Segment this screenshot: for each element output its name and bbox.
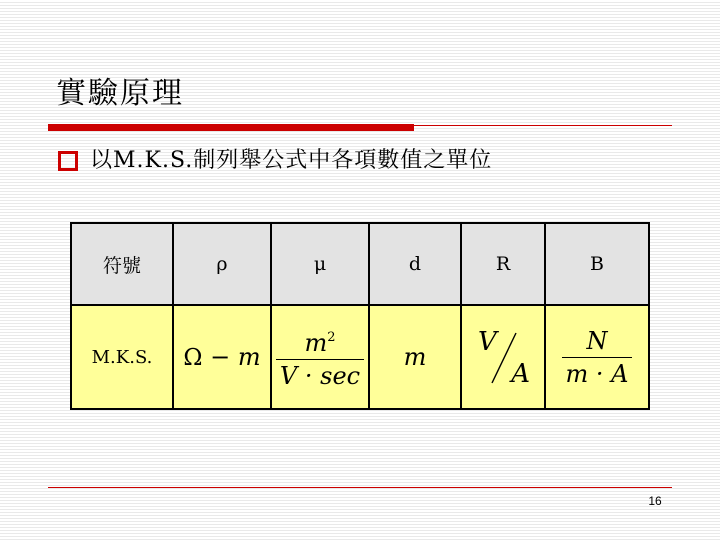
unit-cell-rho [173,305,271,409]
title-underline-bar [48,124,414,131]
unit-rho-meter: − m [202,343,261,371]
unit-mu-fraction [276,323,364,391]
table-row-mks [71,305,649,409]
unit-cell-r [461,305,545,409]
page-number: 16 [648,494,662,508]
fraction-bar [562,357,633,358]
unit-rho-ohm: Ω [183,345,203,371]
footer-rule [48,487,672,488]
unit-mu-num-exponent: 2 [327,330,336,345]
unit-d-meter: m [403,343,427,371]
bullet-square-icon [58,151,78,171]
unit-r-denominator: A [511,359,530,389]
unit-cell-mu [271,305,369,409]
header-cell-symbol: 符號 [71,223,173,305]
unit-cell-d [369,305,461,409]
row-label-mks: M.K.S. [71,305,173,409]
header-cell-rho: ρ [173,223,271,305]
header-cell-d: d [369,223,461,305]
header-cell-b: B [545,223,649,305]
unit-r-numerator: V [478,327,497,357]
unit-b-numerator: N [586,326,608,355]
unit-b-fraction [562,326,633,389]
fraction-bar [276,359,364,360]
unit-mu-numerator [300,323,339,358]
slide-title: 實驗原理 [56,76,184,111]
unit-r-fraction [474,325,532,389]
unit-b-denominator: m · A [565,359,629,388]
unit-cell-b [545,305,649,409]
unit-mu-denominator: V · sec [279,362,361,390]
header-cell-r: R [461,223,545,305]
units-table [70,222,650,410]
table-header-row [71,223,649,305]
title-underline-line [414,125,672,126]
header-cell-mu: μ [271,223,369,305]
bullet-text: 以M.K.S.制列舉公式中各項數值之單位 [90,148,493,173]
unit-mu-num-base: m [304,329,328,357]
